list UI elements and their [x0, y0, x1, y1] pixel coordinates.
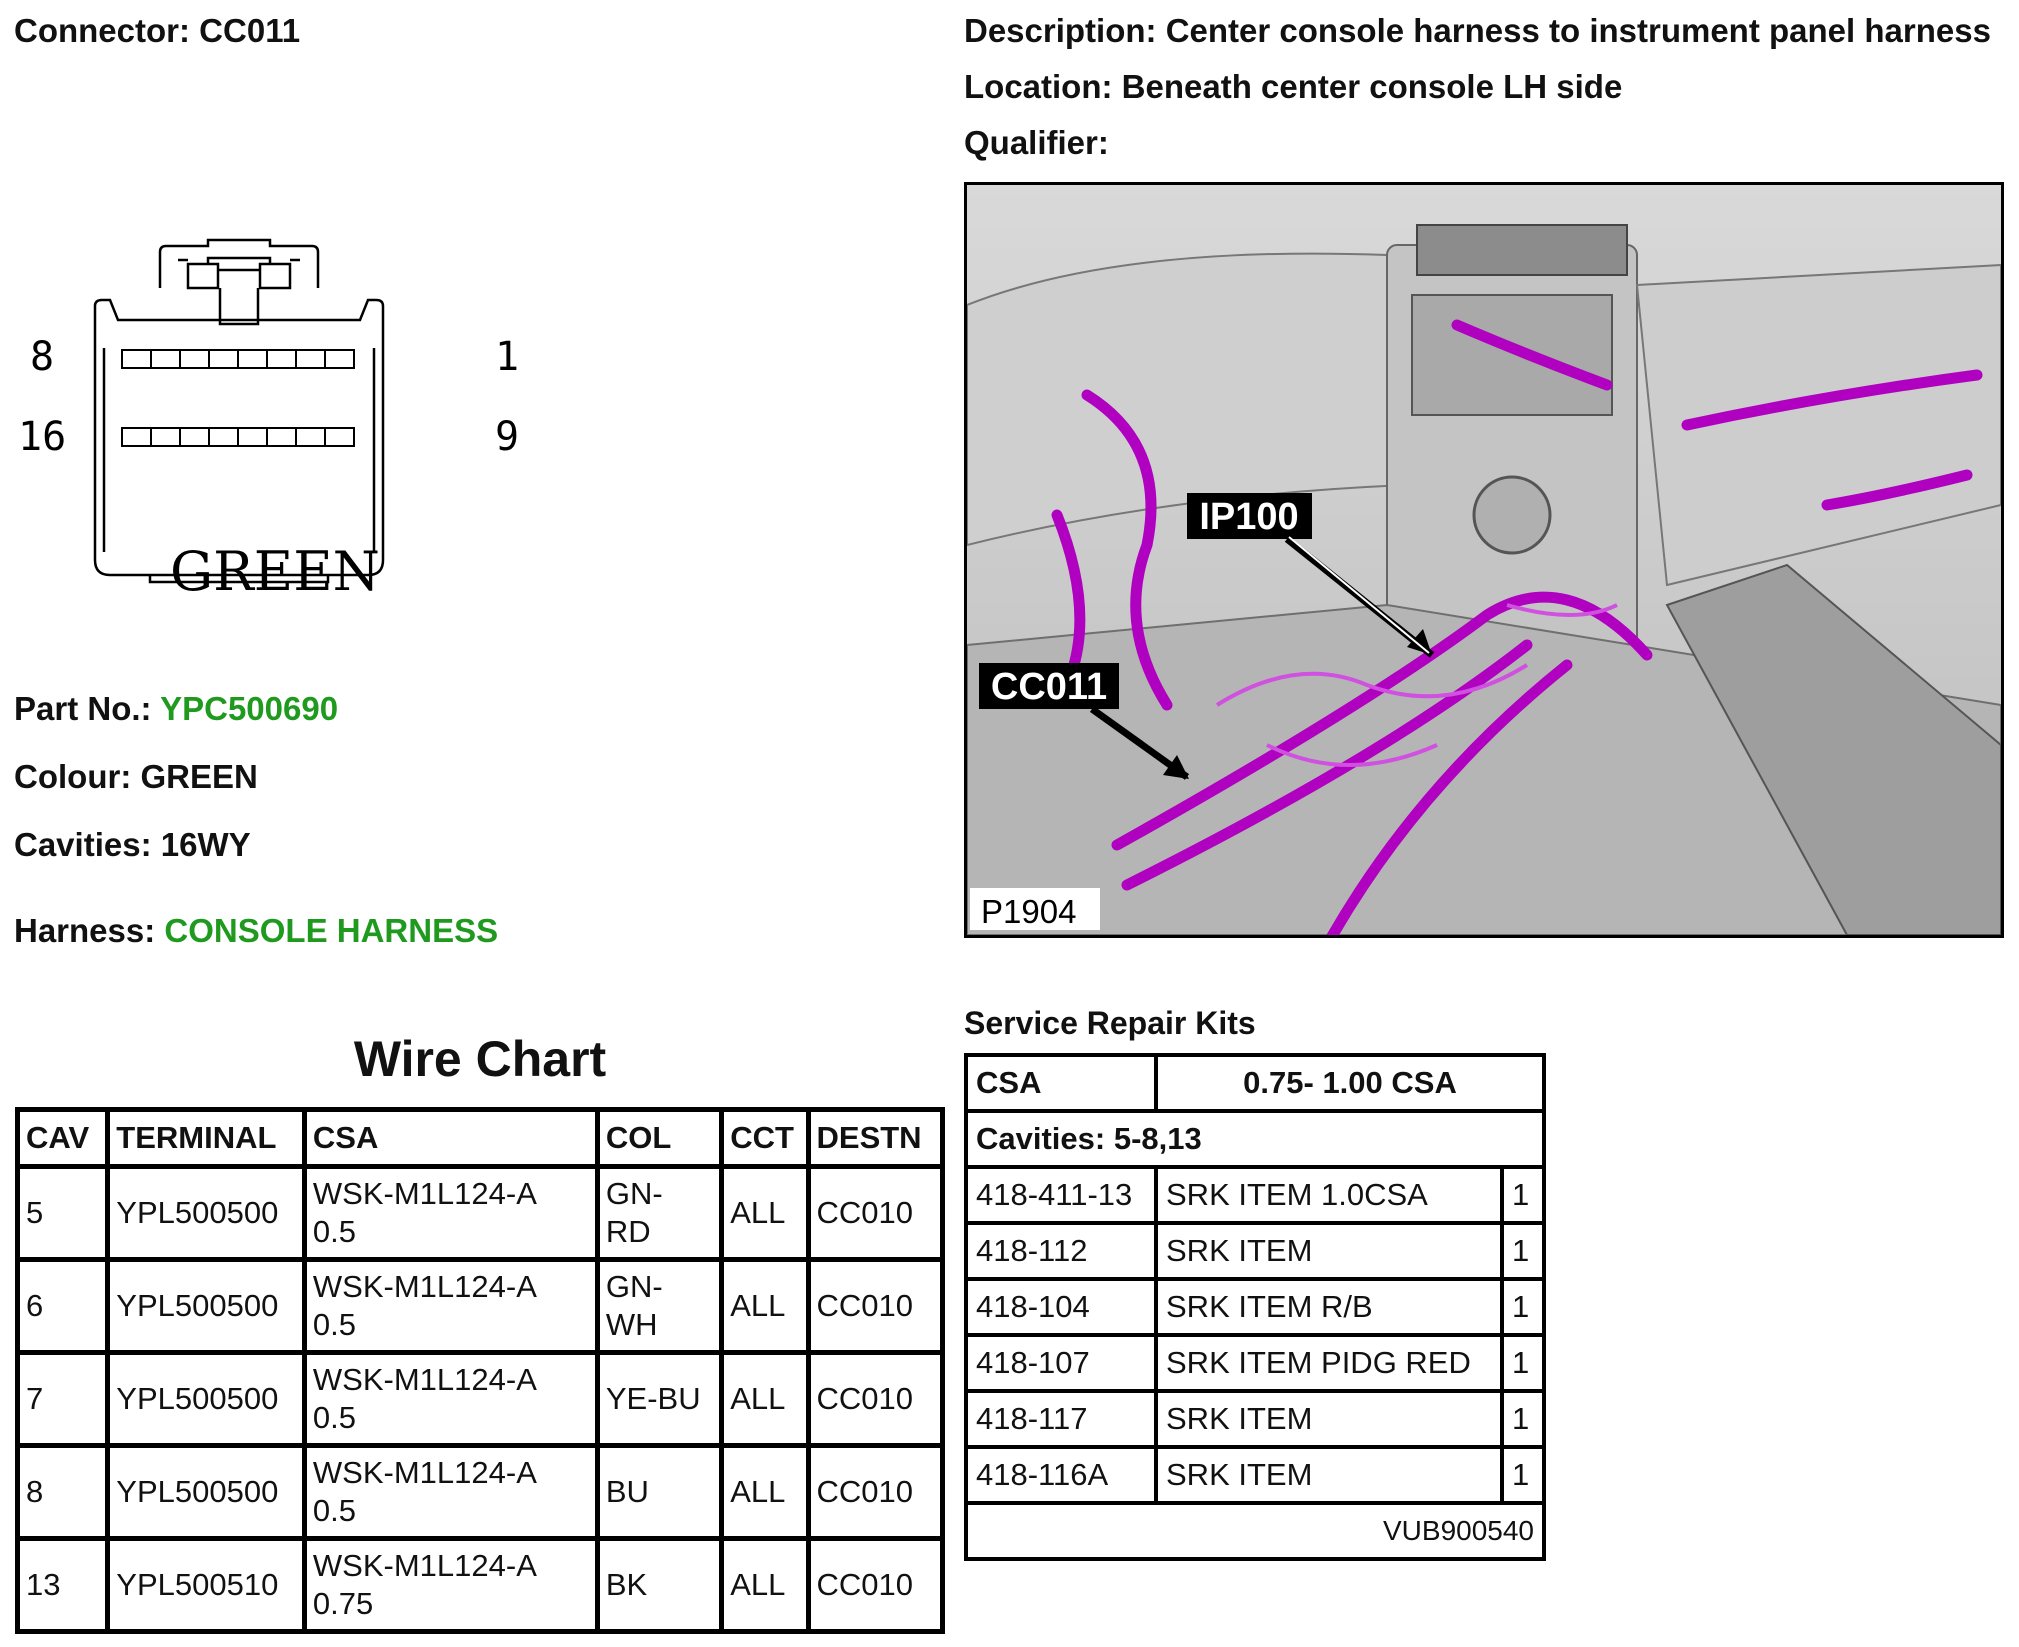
csa-spec: WSK-M1L124-A	[312, 1455, 537, 1490]
cell-cav: 6	[18, 1260, 108, 1353]
srk-footer-row	[966, 1503, 1544, 1559]
image-ref-code: P1904	[981, 893, 1077, 930]
cell-cct: ALL	[722, 1539, 808, 1632]
col-line-1: GN-	[605, 1269, 663, 1304]
srk-row	[966, 1391, 1544, 1447]
pin-cavity	[151, 350, 180, 368]
pin-row-bottom	[122, 428, 354, 446]
pin-cavity	[180, 350, 209, 368]
pin-cavity	[325, 428, 354, 446]
table-row	[18, 1539, 943, 1632]
table-row	[18, 1446, 943, 1539]
srk-qty: 1	[1502, 1223, 1544, 1279]
csa-spec: WSK-M1L124-A	[312, 1269, 537, 1304]
cell-destn: CC010	[808, 1167, 943, 1260]
cell-cct: ALL	[722, 1353, 808, 1446]
col-line-2: RD	[605, 1214, 651, 1249]
pin-cavity	[325, 350, 354, 368]
srk-row	[966, 1223, 1544, 1279]
srk-row	[966, 1167, 1544, 1223]
part-no-link[interactable]: YPC500690	[160, 690, 339, 727]
srk-qty: 1	[1502, 1447, 1544, 1503]
srk-row	[966, 1447, 1544, 1503]
header-terminal: TERMINAL	[108, 1110, 305, 1167]
csa-size: 0.5	[312, 1493, 357, 1528]
cell-cct: ALL	[722, 1167, 808, 1260]
pin-cavity	[267, 350, 296, 368]
colour-line: Colour: GREEN	[14, 758, 258, 795]
pin-cavity	[267, 428, 296, 446]
srk-desc: SRK ITEM	[1156, 1223, 1502, 1279]
srk-desc: SRK ITEM R/B	[1156, 1279, 1502, 1335]
srk-part: 418-107	[966, 1335, 1156, 1391]
col-line-1: GN-	[605, 1176, 663, 1211]
cell-cav: 8	[18, 1446, 108, 1539]
cell-csa	[304, 1353, 597, 1446]
connector-face-diagram	[10, 230, 540, 620]
cell-destn: CC010	[808, 1446, 943, 1539]
srk-part: 418-117	[966, 1391, 1156, 1447]
cell-cct: ALL	[722, 1446, 808, 1539]
srk-cavities: Cavities: 5-8,13	[966, 1111, 1544, 1167]
wire-chart-title: Wire Chart	[353, 1031, 607, 1087]
cell-terminal: YPL500500	[108, 1446, 305, 1539]
pin-label-8: 8	[30, 334, 55, 380]
srk-qty: 1	[1502, 1167, 1544, 1223]
header-csa: CSA	[304, 1110, 597, 1167]
connector-color-text: GREEN	[170, 540, 380, 603]
srk-header-row	[966, 1055, 1544, 1111]
cell-cct: ALL	[722, 1260, 808, 1353]
srk-part: 418-411-13	[966, 1167, 1156, 1223]
callout-ip100: IP100	[1199, 496, 1299, 538]
col-line-2: WH	[605, 1307, 658, 1342]
table-row	[18, 1167, 943, 1260]
srk-desc: SRK ITEM PIDG RED	[1156, 1335, 1502, 1391]
srk-footer-code: VUB900540	[966, 1503, 1544, 1559]
srk-table	[964, 1053, 1546, 1561]
col-line-1: YE-BU	[605, 1381, 701, 1416]
srk-desc: SRK ITEM	[1156, 1391, 1502, 1447]
cell-cav: 7	[18, 1353, 108, 1446]
csa-size: 0.5	[312, 1214, 357, 1249]
table-row	[18, 1353, 943, 1446]
srk-header-range: 0.75- 1.00 CSA	[1156, 1055, 1544, 1111]
pin-cavity	[122, 350, 151, 368]
srk-part: 418-112	[966, 1223, 1156, 1279]
srk-title: Service Repair Kits	[964, 1005, 1256, 1041]
cell-destn: CC010	[808, 1353, 943, 1446]
cell-destn: CC010	[808, 1260, 943, 1353]
cell-cav: 13	[18, 1539, 108, 1632]
srk-qty: 1	[1502, 1279, 1544, 1335]
csa-spec: WSK-M1L124-A	[312, 1548, 537, 1583]
wire-chart-table	[15, 1107, 945, 1634]
pin-cavity	[180, 428, 209, 446]
csa-spec: WSK-M1L124-A	[312, 1176, 537, 1211]
cell-terminal: YPL500500	[108, 1260, 305, 1353]
csa-size: 0.5	[312, 1400, 357, 1435]
csa-size: 0.5	[312, 1307, 357, 1342]
cell-csa	[304, 1260, 597, 1353]
location-text: Beneath center console LH side	[1121, 68, 1623, 105]
cell-csa	[304, 1446, 597, 1539]
connector-id: CC011	[199, 12, 301, 49]
srk-header-csa: CSA	[966, 1055, 1156, 1111]
description-text: Center console harness to instrument panel harness	[1165, 12, 1991, 49]
cell-col	[597, 1167, 721, 1260]
srk-cavities-row	[966, 1111, 1544, 1167]
cell-col	[597, 1353, 721, 1446]
pin-cavity	[151, 428, 180, 446]
pin-cavity	[209, 350, 238, 368]
csa-size: 0.75	[312, 1586, 374, 1621]
cell-terminal: YPL500500	[108, 1167, 305, 1260]
part-no-line: Part No.: YPC500690	[14, 690, 339, 727]
cell-terminal: YPL500500	[108, 1353, 305, 1446]
cell-terminal: YPL500510	[108, 1539, 305, 1632]
csa-spec: WSK-M1L124-A	[312, 1362, 537, 1397]
cell-csa	[304, 1167, 597, 1260]
pin-cavity	[209, 428, 238, 446]
cavities-line: Cavities: 16WY	[14, 826, 251, 863]
harness-line: Harness: CONSOLE HARNESS	[14, 912, 499, 949]
srk-row	[966, 1279, 1544, 1335]
harness-link[interactable]: CONSOLE HARNESS	[164, 912, 499, 949]
pin-label-9: 9	[495, 414, 520, 460]
table-header-row	[18, 1110, 943, 1167]
pin-cavity	[238, 350, 267, 368]
pin-cavity	[238, 428, 267, 446]
cell-col	[597, 1446, 721, 1539]
table-row	[18, 1260, 943, 1353]
pin-label-1: 1	[495, 334, 520, 380]
connector-label: Connector: CC011	[14, 12, 301, 49]
header-destn: DESTN	[808, 1110, 943, 1167]
pin-cavity	[296, 428, 325, 446]
col-line-1: BU	[605, 1474, 649, 1509]
location-line: Location: Beneath center console LH side	[964, 68, 1623, 105]
header-cct: CCT	[722, 1110, 808, 1167]
col-line-1: BK	[605, 1567, 648, 1602]
location-image	[964, 182, 2004, 938]
cell-col	[597, 1260, 721, 1353]
cell-destn: CC010	[808, 1539, 943, 1632]
cell-col	[597, 1539, 721, 1632]
pin-row-top	[122, 350, 354, 368]
description-line: Description: Center console harness to instrument panel harness	[964, 12, 1991, 49]
qualifier-line: Qualifier:	[964, 124, 1109, 161]
pin-cavity	[122, 428, 151, 446]
header-col: COL	[597, 1110, 721, 1167]
srk-qty: 1	[1502, 1335, 1544, 1391]
callout-cc011: CC011	[990, 666, 1108, 708]
header-cav: CAV	[18, 1110, 108, 1167]
pin-label-16: 16	[18, 414, 67, 460]
pin-cavity	[296, 350, 325, 368]
srk-desc: SRK ITEM 1.0CSA	[1156, 1167, 1502, 1223]
cell-cav: 5	[18, 1167, 108, 1260]
srk-row	[966, 1335, 1544, 1391]
cell-csa	[304, 1539, 597, 1632]
srk-qty: 1	[1502, 1391, 1544, 1447]
srk-part: 418-104	[966, 1279, 1156, 1335]
srk-part: 418-116A	[966, 1447, 1156, 1503]
srk-desc: SRK ITEM	[1156, 1447, 1502, 1503]
